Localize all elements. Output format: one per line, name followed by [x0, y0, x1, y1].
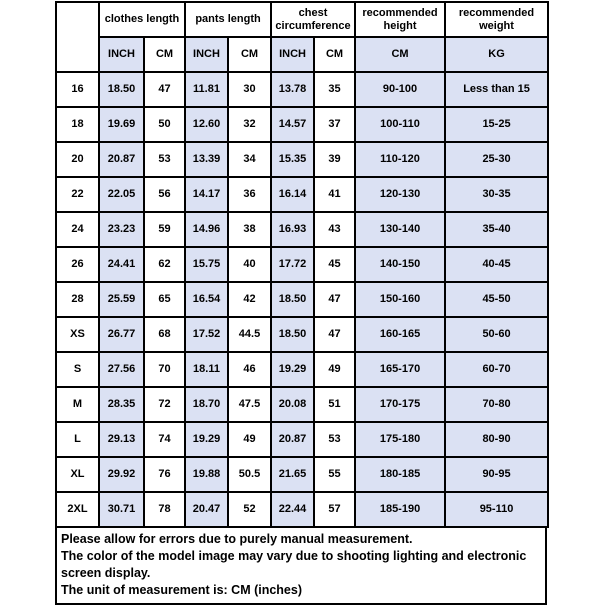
data-cell: 39 — [314, 142, 355, 177]
data-cell: 44.5 — [228, 317, 271, 352]
data-cell: 20.08 — [271, 387, 314, 422]
size-label: 16 — [56, 72, 99, 107]
data-cell: 70-80 — [445, 387, 548, 422]
data-cell: 18.50 — [271, 282, 314, 317]
data-cell: 19.69 — [99, 107, 144, 142]
data-cell: 16.14 — [271, 177, 314, 212]
size-label: M — [56, 387, 99, 422]
data-cell: 23.23 — [99, 212, 144, 247]
data-cell: 21.65 — [271, 457, 314, 492]
size-label: 28 — [56, 282, 99, 317]
data-cell: 27.56 — [99, 352, 144, 387]
data-cell: 25-30 — [445, 142, 548, 177]
data-cell: 49 — [314, 352, 355, 387]
size-label: 22 — [56, 177, 99, 212]
data-cell: 35 — [314, 72, 355, 107]
data-cell: 30 — [228, 72, 271, 107]
col-group-pants-length: pants length — [185, 2, 271, 37]
data-cell: 160-165 — [355, 317, 445, 352]
data-cell: 18.70 — [185, 387, 228, 422]
data-cell: 47.5 — [228, 387, 271, 422]
data-cell: 80-90 — [445, 422, 548, 457]
data-cell: 180-185 — [355, 457, 445, 492]
size-label: S — [56, 352, 99, 387]
data-cell: 13.39 — [185, 142, 228, 177]
table-row — [56, 177, 548, 212]
size-label: 24 — [56, 212, 99, 247]
footer-notes — [55, 526, 547, 605]
unit-header-clothes-inch: INCH — [99, 37, 144, 72]
data-cell: 30-35 — [445, 177, 548, 212]
data-cell: 76 — [144, 457, 185, 492]
data-cell: 14.17 — [185, 177, 228, 212]
data-cell: 50-60 — [445, 317, 548, 352]
unit-header-row — [56, 37, 548, 72]
table-body — [56, 72, 548, 527]
data-cell: 70 — [144, 352, 185, 387]
table-row — [56, 352, 548, 387]
data-cell: 120-130 — [355, 177, 445, 212]
data-cell: 95-110 — [445, 492, 548, 527]
data-cell: 25.59 — [99, 282, 144, 317]
note-manual-measurement: Please allow for errors due to purely manual measurement. — [61, 532, 413, 546]
data-cell: 26.77 — [99, 317, 144, 352]
data-cell: 15.35 — [271, 142, 314, 177]
data-cell: 18.50 — [271, 317, 314, 352]
data-cell: 29.92 — [99, 457, 144, 492]
table-row — [56, 107, 548, 142]
data-cell: 47 — [314, 282, 355, 317]
unit-header-pants-cm: CM — [228, 37, 271, 72]
data-cell: 42 — [228, 282, 271, 317]
unit-header-height-cm: CM — [355, 37, 445, 72]
data-cell: 90-95 — [445, 457, 548, 492]
data-cell: 22.44 — [271, 492, 314, 527]
data-cell: 45 — [314, 247, 355, 282]
unit-header-weight-kg: KG — [445, 37, 548, 72]
data-cell: 110-120 — [355, 142, 445, 177]
data-cell: 38 — [228, 212, 271, 247]
col-group-clothes-length: clothes length — [99, 2, 185, 37]
data-cell: 68 — [144, 317, 185, 352]
data-cell: 51 — [314, 387, 355, 422]
data-cell: 22.05 — [99, 177, 144, 212]
unit-header-chest-inch: INCH — [271, 37, 314, 72]
data-cell: 65 — [144, 282, 185, 317]
data-cell: 72 — [144, 387, 185, 422]
data-cell: 50 — [144, 107, 185, 142]
data-cell: 24.41 — [99, 247, 144, 282]
table-row — [56, 317, 548, 352]
data-cell: 18.11 — [185, 352, 228, 387]
size-label: XS — [56, 317, 99, 352]
col-group-recommended-weight: recommended weight — [445, 2, 548, 37]
unit-header-clothes-cm: CM — [144, 37, 185, 72]
unit-header-chest-cm: CM — [314, 37, 355, 72]
data-cell: 19.29 — [185, 422, 228, 457]
table-row — [56, 212, 548, 247]
data-cell: 74 — [144, 422, 185, 457]
data-cell: 30.71 — [99, 492, 144, 527]
data-cell: 45-50 — [445, 282, 548, 317]
size-label: L — [56, 422, 99, 457]
data-cell: 34 — [228, 142, 271, 177]
data-cell: 17.52 — [185, 317, 228, 352]
data-cell: 90-100 — [355, 72, 445, 107]
data-cell: 47 — [314, 317, 355, 352]
data-cell: 19.29 — [271, 352, 314, 387]
size-label: 18 — [56, 107, 99, 142]
data-cell: 15.75 — [185, 247, 228, 282]
data-cell: 17.72 — [271, 247, 314, 282]
data-cell: 47 — [144, 72, 185, 107]
data-cell: 52 — [228, 492, 271, 527]
data-cell: Less than 15 — [445, 72, 548, 107]
table-row — [56, 72, 548, 107]
data-cell: 14.96 — [185, 212, 228, 247]
data-cell: 16.93 — [271, 212, 314, 247]
unit-header-pants-inch: INCH — [185, 37, 228, 72]
data-cell: 20.47 — [185, 492, 228, 527]
data-cell: 49 — [228, 422, 271, 457]
data-cell: 20.87 — [99, 142, 144, 177]
data-cell: 185-190 — [355, 492, 445, 527]
size-label: 2XL — [56, 492, 99, 527]
data-cell: 28.35 — [99, 387, 144, 422]
data-cell: 20.87 — [271, 422, 314, 457]
data-cell: 60-70 — [445, 352, 548, 387]
data-cell: 19.88 — [185, 457, 228, 492]
note-measurement-unit: The unit of measurement is: CM (inches) — [61, 583, 303, 597]
data-cell: 29.13 — [99, 422, 144, 457]
data-cell: 50.5 — [228, 457, 271, 492]
size-label: 26 — [56, 247, 99, 282]
data-cell: 15-25 — [445, 107, 548, 142]
note-color-variation: The color of the model image may vary due to shooting lighting and electronic screen display. — [61, 549, 527, 580]
data-cell: 46 — [228, 352, 271, 387]
data-cell: 56 — [144, 177, 185, 212]
size-chart-table — [55, 1, 549, 528]
data-cell: 36 — [228, 177, 271, 212]
data-cell: 40-45 — [445, 247, 548, 282]
data-cell: 13.78 — [271, 72, 314, 107]
data-cell: 35-40 — [445, 212, 548, 247]
table-row — [56, 492, 548, 527]
data-cell: 62 — [144, 247, 185, 282]
data-cell: 57 — [314, 492, 355, 527]
data-cell: 41 — [314, 177, 355, 212]
table-row — [56, 282, 548, 317]
data-cell: 14.57 — [271, 107, 314, 142]
col-group-recommended-height: recommended height — [355, 2, 445, 37]
data-cell: 175-180 — [355, 422, 445, 457]
size-label: XL — [56, 457, 99, 492]
data-cell: 43 — [314, 212, 355, 247]
data-cell: 11.81 — [185, 72, 228, 107]
col-group-chest-circumference: chest circumference — [271, 2, 355, 37]
diagonal-corner-cell — [56, 2, 99, 72]
data-cell: 59 — [144, 212, 185, 247]
data-cell: 130-140 — [355, 212, 445, 247]
data-cell: 100-110 — [355, 107, 445, 142]
table-row — [56, 142, 548, 177]
table-row — [56, 387, 548, 422]
data-cell: 165-170 — [355, 352, 445, 387]
group-header-row — [56, 2, 548, 37]
data-cell: 53 — [144, 142, 185, 177]
data-cell: 18.50 — [99, 72, 144, 107]
size-label: 20 — [56, 142, 99, 177]
data-cell: 150-160 — [355, 282, 445, 317]
size-chart-sheet — [55, 1, 547, 605]
data-cell: 53 — [314, 422, 355, 457]
data-cell: 78 — [144, 492, 185, 527]
table-row — [56, 457, 548, 492]
data-cell: 16.54 — [185, 282, 228, 317]
data-cell: 37 — [314, 107, 355, 142]
table-row — [56, 422, 548, 457]
data-cell: 32 — [228, 107, 271, 142]
table-row — [56, 247, 548, 282]
data-cell: 140-150 — [355, 247, 445, 282]
data-cell: 40 — [228, 247, 271, 282]
data-cell: 12.60 — [185, 107, 228, 142]
data-cell: 55 — [314, 457, 355, 492]
data-cell: 170-175 — [355, 387, 445, 422]
